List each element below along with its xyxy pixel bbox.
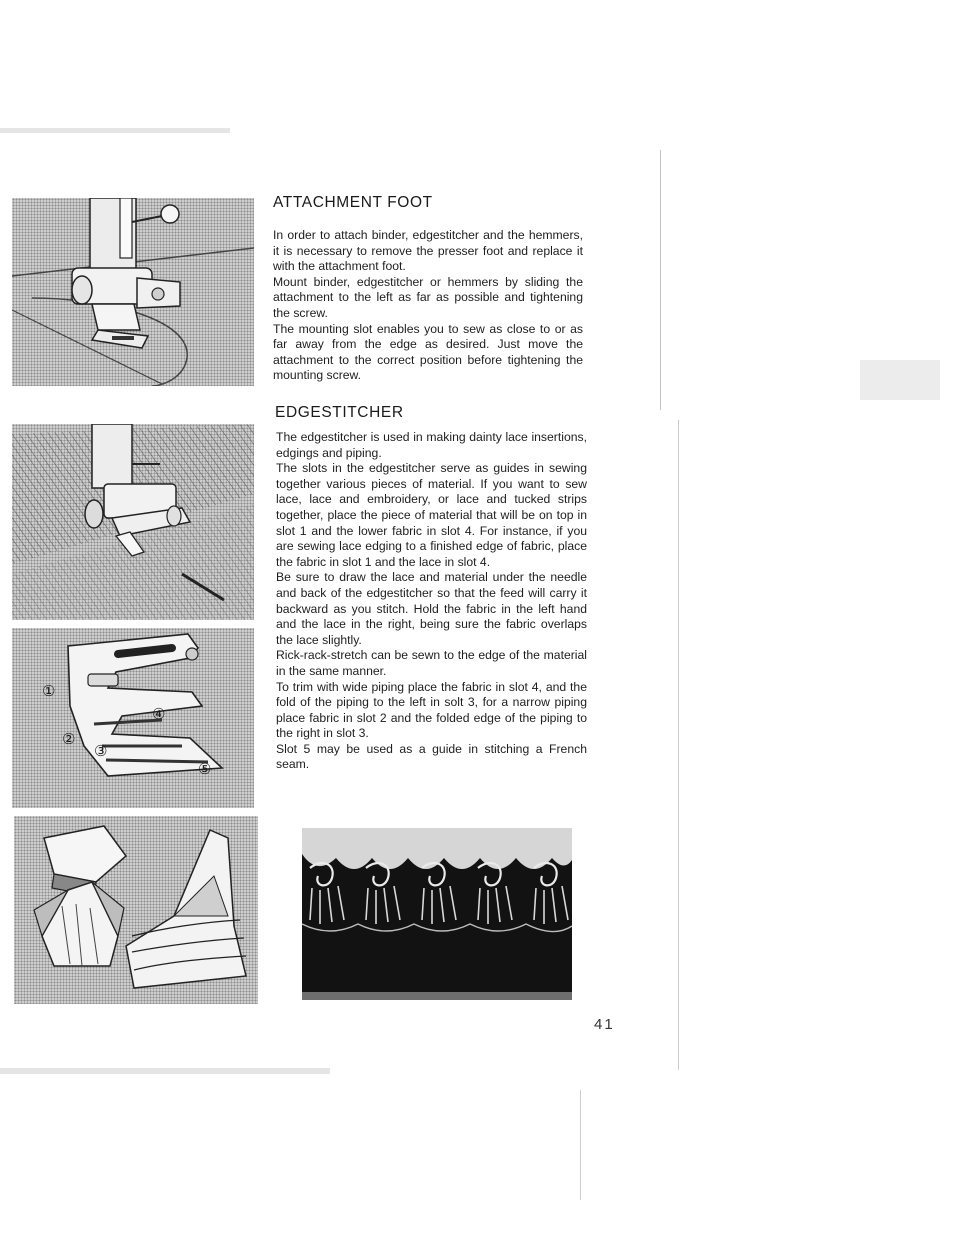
attachment-foot-paragraph: The mounting slot enables you to sew as close to or as far away from the edge as desired. Just move the attachment to the correct position before tightening the mounting screw. [273,321,583,383]
edgestitcher-in-use-illustration [12,424,254,620]
edgestitcher-text [276,430,587,773]
scan-noise-bottom [0,1068,330,1074]
edgestitcher-paragraph: To trim with wide piping place the fabric in slot 4, and the fold of the piping to the left in solt 3, for a narrow piping place fabric in slot 2 and the folded edge of the piping to the right in slot 3. [276,679,587,741]
edgestitcher-slots-diagram [12,628,254,808]
slot-label-5: ⑤ [198,761,212,778]
page-number: 41 [594,1016,615,1033]
page-edge-line-lower [678,420,679,1070]
slot-label-3: ③ [94,743,108,760]
slot-label-1: ① [42,683,56,700]
attachment-foot-text [273,228,583,384]
page-edge-line [660,150,661,410]
edgestitcher-paragraph: The slots in the edgestitcher serve as guides in sewing together various pieces of material. If you want to sew lace, lace and embroidery, or lace and tucked strips together, place the piece of material that will be on top in slot 1 and the lower fabric in slot 4. For instance, if you are sewing lace edging to a finished edge of fabric, place the fabric in slot 1 and the lace in slot 4. [276,461,587,569]
page-edge-line-bottom [580,1090,581,1200]
attachment-foot-paragraph: In order to attach binder, edgestitcher and the hemmers, it is necessary to remove the presser foot and replace it with the attachment foot. [273,228,583,274]
scan-noise-right [860,360,940,400]
edgestitcher-paragraph: Rick-rack-stretch can be sewn to the edge of the material in the same manner. [276,648,587,678]
attachment-foot-paragraph: Mount binder, edgestitcher or hemmers by sliding the attachment to the left as far as possible and tightening the screw. [273,274,583,320]
lace-edging-photo [302,828,572,1000]
lace-trimmed-garments-illustration [14,816,258,1004]
edgestitcher-paragraph: The edgestitcher is used in making dainty lace insertions, edgings and piping. [276,430,587,460]
scan-noise-top [0,128,230,133]
slot-label-4: ④ [152,706,166,723]
attachment-foot-illustration [12,198,254,386]
attachment-foot-heading: ATTACHMENT FOOT [273,194,433,211]
edgestitcher-heading: EDGESTITCHER [275,404,404,421]
edgestitcher-paragraph: Slot 5 may be used as a guide in stitching a French seam. [276,741,587,772]
slot-label-2: ② [62,731,76,748]
edgestitcher-paragraph: Be sure to draw the lace and material under the needle and back of the edgestitcher so that the feed will carry it backward as you stitch. Hold the fabric in the left hand and the lace in the right, being sure the fabric overlaps the lace slightly. [276,570,587,647]
